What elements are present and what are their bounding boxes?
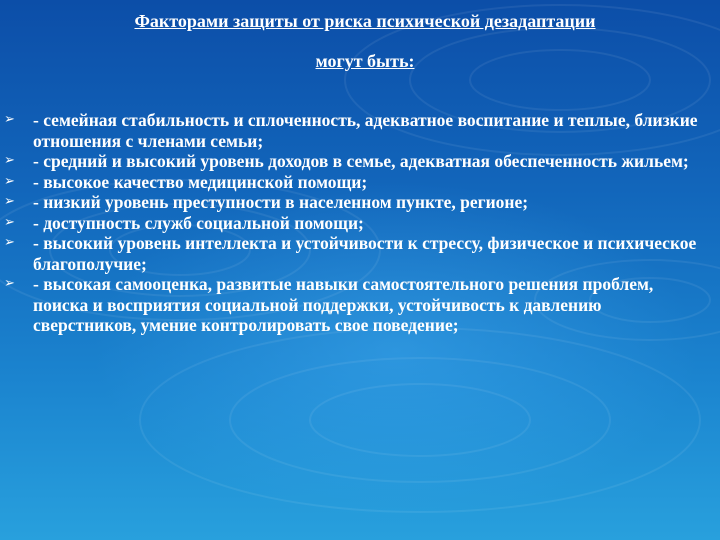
list-item	[0, 151, 720, 172]
list-item-text: - средний и высокий уровень доходов в семье, адекватная обеспеченность жильем;	[33, 151, 689, 171]
list-item-text: - высокая самооценка, развитые навыки самостоятельного решения проблем, поиска и восприятия социальной поддержки, устойчивость к давлению сверстников, умение контролировать свое поведение;	[33, 274, 654, 335]
arrowhead-bullet-icon: ➢	[4, 153, 15, 168]
arrowhead-bullet-icon: ➢	[4, 173, 15, 189]
list-item-text: - доступность служб социальной помощи;	[33, 212, 364, 233]
list-item	[0, 274, 720, 336]
list-item-text: - высокий уровень интеллекта и устойчивости к стрессу, физическое и психическое благополучие;	[33, 233, 697, 274]
arrowhead-bullet-icon: ➢	[4, 235, 15, 250]
list-item-text: - низкий уровень преступности в населенном пункте, регионе;	[33, 192, 529, 212]
arrowhead-bullet-icon: ➢	[4, 112, 15, 127]
list-item	[0, 213, 720, 234]
slide-title-line-1: Факторами защиты от риска психической дезадаптации	[134, 11, 596, 31]
list-item	[0, 172, 720, 193]
list-item	[0, 110, 720, 151]
list-item	[0, 233, 720, 274]
arrowhead-bullet-icon: ➢	[4, 276, 15, 291]
list-item-text: - семейная стабильность и сплоченность, адекватное воспитание и теплые, близкие отношения с членами семьи;	[33, 110, 698, 151]
slide-title-line-2: могут быть:	[315, 51, 415, 71]
list-item	[0, 192, 720, 213]
protective-factors-list	[0, 110, 720, 336]
list-item-text: - высокое качество медицинской помощи;	[33, 171, 368, 192]
arrowhead-bullet-icon: ➢	[4, 214, 15, 230]
arrowhead-bullet-icon: ➢	[4, 194, 15, 209]
